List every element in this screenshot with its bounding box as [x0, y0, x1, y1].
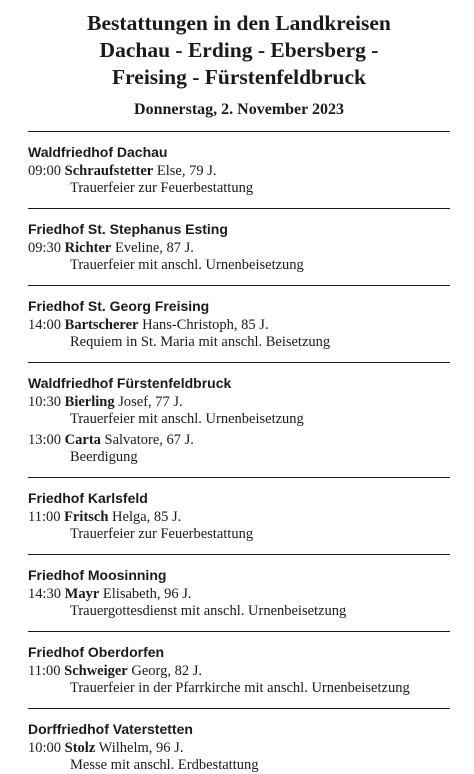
entry-time: 14:30 [28, 586, 62, 602]
title-line: Freising - Fürstenfeldbruck [111, 65, 366, 89]
page-title [28, 10, 450, 91]
entry-time: 13:00 [28, 432, 62, 448]
sections-list [28, 143, 450, 774]
entry-main-line [28, 432, 450, 449]
cemetery-section [28, 566, 450, 620]
entry-surname: Mayr [64, 586, 100, 602]
divider [28, 285, 450, 286]
entry-main-line [28, 586, 450, 603]
cemetery-name: Friedhof St. Stephanus Esting [28, 221, 228, 237]
cemetery-name: Waldfriedhof Fürstenfeldbruck [28, 375, 232, 391]
entry-time: 11:00 [28, 509, 61, 525]
entry-ceremony: Beerdigung [70, 449, 138, 465]
entry-ceremony: Trauerfeier mit anschl. Urnenbeisetzung [70, 257, 304, 273]
entry-firstname-age: Salvatore, 67 J. [104, 432, 194, 448]
burial-entry [28, 586, 450, 620]
burial-entry [28, 509, 450, 543]
entry-ceremony: Trauerfeier mit anschl. Urnenbeisetzung [70, 411, 304, 427]
divider [28, 131, 450, 132]
divider [28, 554, 450, 555]
entry-ceremony: Requiem in St. Maria mit anschl. Beisetzung [70, 334, 331, 350]
cemetery-section [28, 489, 450, 543]
burial-entry [28, 394, 450, 428]
entry-main-line [28, 740, 450, 757]
burial-entry [28, 432, 450, 466]
burial-entry [28, 740, 450, 774]
entry-main-line [28, 509, 450, 526]
cemetery-name: Friedhof Oberdorfen [28, 644, 165, 660]
entry-ceremony: Trauerfeier zur Feuerbestattung [70, 180, 254, 196]
entry-surname: Fritsch [64, 509, 109, 525]
divider [28, 208, 450, 209]
cemetery-section [28, 720, 450, 774]
entry-ceremony: Trauergottesdienst mit anschl. Urnenbeisetzung [70, 603, 347, 619]
burial-entry [28, 317, 450, 351]
entry-firstname-age: Helga, 85 J. [112, 509, 182, 525]
entry-main-line [28, 663, 450, 680]
burial-entry [28, 163, 450, 197]
cemetery-section [28, 374, 450, 466]
date-heading: Donnerstag, 2. November 2023 [134, 101, 344, 118]
title-line: Bestattungen in den Landkreisen [87, 11, 391, 35]
divider [28, 631, 450, 632]
entry-surname: Schweiger [64, 663, 128, 679]
entry-surname: Bartscherer [64, 317, 139, 333]
entry-firstname-age: Elisabeth, 96 J. [102, 586, 192, 602]
cemetery-name: Dorffriedhof Vaterstetten [28, 721, 193, 737]
entry-firstname-age: Georg, 82 J. [131, 663, 202, 679]
burial-entry [28, 663, 450, 697]
entry-firstname-age: Eveline, 87 J. [114, 240, 194, 256]
entry-time: 10:30 [28, 394, 62, 410]
entry-time: 10:00 [28, 740, 62, 756]
burial-entry [28, 240, 450, 274]
entry-firstname-age: Else, 79 J. [156, 163, 217, 179]
entry-surname: Schraufstetter [64, 163, 154, 179]
entry-time: 09:00 [28, 163, 62, 179]
entry-main-line [28, 394, 450, 411]
entry-time: 09:30 [28, 240, 62, 256]
entry-main-line [28, 240, 450, 257]
entry-time: 14:00 [28, 317, 62, 333]
entry-firstname-age: Hans-Christoph, 85 J. [142, 317, 269, 333]
entry-ceremony: Messe mit anschl. Erdbestattung [70, 757, 259, 773]
entry-surname: Carta [64, 432, 101, 448]
title-line: Dachau - Erding - Ebersberg - [99, 38, 379, 62]
entry-surname: Richter [64, 240, 112, 256]
cemetery-section [28, 643, 450, 697]
entry-surname: Bierling [64, 394, 115, 410]
divider [28, 708, 450, 709]
entry-time: 11:00 [28, 663, 61, 679]
entry-firstname-age: Josef, 77 J. [118, 394, 183, 410]
entry-ceremony: Trauerfeier in der Pfarrkirche mit anschl. Urnenbeisetzung [70, 680, 410, 696]
entry-ceremony: Trauerfeier zur Feuerbestattung [70, 526, 254, 542]
cemetery-name: Friedhof Karlsfeld [28, 490, 148, 506]
cemetery-name: Friedhof St. Georg Freising [28, 298, 210, 314]
cemetery-name: Friedhof Moosinning [28, 567, 167, 583]
cemetery-section [28, 143, 450, 197]
cemetery-name: Waldfriedhof Dachau [28, 144, 168, 160]
entry-surname: Stolz [64, 740, 96, 756]
entry-main-line [28, 317, 450, 334]
entry-firstname-age: Wilhelm, 96 J. [98, 740, 184, 756]
divider [28, 477, 450, 478]
cemetery-section [28, 297, 450, 351]
cemetery-section [28, 220, 450, 274]
entry-main-line [28, 163, 450, 180]
divider [28, 362, 450, 363]
